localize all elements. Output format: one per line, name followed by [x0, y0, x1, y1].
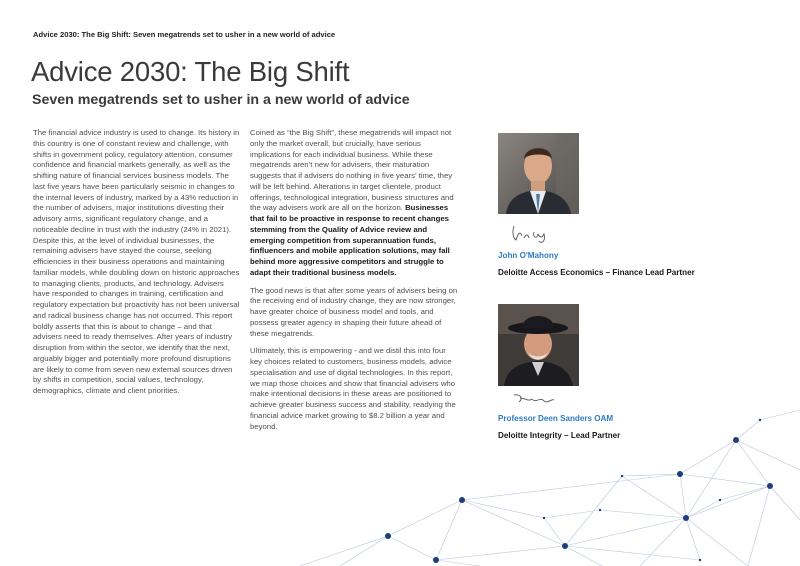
person-role-deen: Deloitte Integrity – Lead Partner — [498, 431, 621, 440]
page-subtitle: Seven megatrends set to usher in a new world of advice — [32, 92, 410, 108]
page-title: Advice 2030: The Big Shift — [31, 56, 350, 87]
big-shift-text: Coined as “the Big Shift”, these megatrends will impact not only the market overall, but crucially, have serious implications for each individual business. While these megatrends aren’t new for advisers, their maturation suggests that if advisers do nothing in five years’ time, they will be left behind. Alterations in target clientele, product offerings, technological integration, business structures and the way advisers work are all on the horizon. — [250, 128, 454, 213]
empowering-paragraph: Ultimately, this is empowering - and we distil this into four key choices related to customers, business models, advice specialisation and use of digital technologies. In this report, we map those choices and show that financial advisers who make intentional decisions in these areas are positioned to achieve greater business success and stability, readying the financial advice market growing to $8.2 billion a year and beyond. — [250, 346, 456, 431]
big-shift-highlight: Businesses that fail to be proactive in response to recent changes stemming from the Quality of Advice review and emerging competition from superannuation funds, finfluencers and mobile application solutions, may fall behind more aggressive competitors and struggle to adapt their traditional business models. — [250, 203, 450, 277]
running-header: Advice 2030: The Big Shift: Seven megatrends set to usher in a new world of advice — [33, 30, 336, 39]
person-role-john: Deloitte Access Economics – Finance Lead Partner — [498, 268, 695, 277]
person-name-john: John O'Mahony — [498, 251, 559, 260]
intro-paragraph: The financial advice industry is used to change. Its history in this country is one of constant review and challenge, with shifts in government policy, regulatory attention, consumer confidence and financial markets generally, as well as the shifting nature of financial services business models. The last five years have been particularly seismic in changes to the internal levers of industry, marked by a 43% reduction in the number of advisers, major institutions divesting their advisory arms, significant regulatory change, and a noticeable decline in trust with the industry (24% in 2021). Despite this, at the level of individual businesses, the remaining advisers have stayed the course, seeking efficiencies in their business operations and maintaining familiar models, while doubling down on historic approaches to managing clients, products, and technology. Advisers have responded to changes in training, certification and regulatory expectation but proactivity has not been universal and radical business change has not occurred. This report boldly asserts that this is about to change – and that advisers need to ready themselves. After years of industry disruption from within the sector, we identify that the next, arguably bigger and potentially more profound disruptions are likely to come from seven new external sources driven by shifts in competition, social values, technology, demographics, climate and client priorities. — [33, 128, 240, 395]
good-news-paragraph: The good news is that after some years of advisers being on the receiving end of industry change, they are now stronger, have greater choice of business model and tools, and possess greater agency in shaping their future ahead of these megatrends. — [250, 285, 458, 338]
person-name-deen: Professor Deen Sanders OAM — [498, 414, 614, 423]
